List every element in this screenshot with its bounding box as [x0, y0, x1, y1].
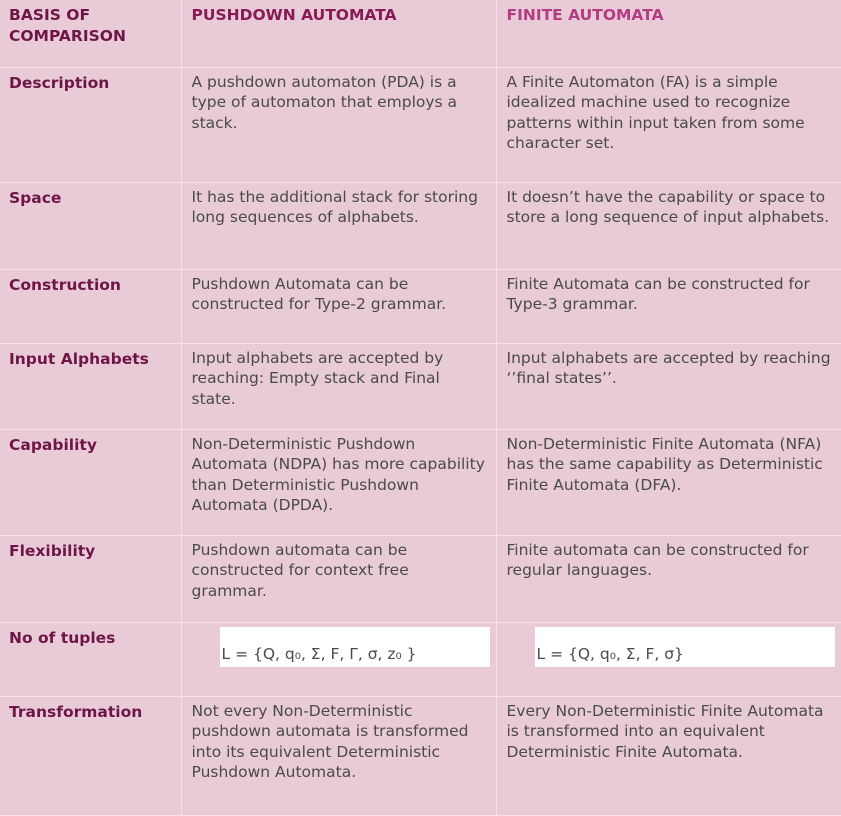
row-label-construction: Construction — [0, 269, 181, 343]
fa-tuple-formula-box — [535, 627, 835, 667]
pda-tuple-formula: L = {Q, q₀, Σ, F, Γ, σ, z₀ } — [221, 645, 417, 663]
table-row — [0, 182, 841, 269]
row-label-transformation: Transformation — [0, 696, 181, 815]
cell-pda-description: A pushdown automaton (PDA) is a type of automaton that employs a stack. — [181, 67, 496, 182]
cell-pda-flexibility: Pushdown automata can be constructed for context free grammar. — [181, 535, 496, 622]
cell-fa-input-alphabets: Input alphabets are accepted by reaching ‘’final states’’. — [496, 343, 841, 429]
cell-fa-construction: Finite Automata can be constructed for Type-3 grammar. — [496, 269, 841, 343]
header-basis: BASIS OF COMPARISON — [0, 0, 181, 67]
row-label-tuples: No of tuples — [0, 622, 181, 696]
row-label-capability: Capability — [0, 429, 181, 535]
pda-tuple-formula-box — [220, 627, 490, 667]
row-label-description: Description — [0, 67, 181, 182]
table-row — [0, 67, 841, 182]
cell-pda-tuples — [181, 622, 496, 696]
table-row — [0, 429, 841, 535]
cell-fa-description: A Finite Automaton (FA) is a simple idealized machine used to recognize patterns within input taken from some character set. — [496, 67, 841, 182]
table-row — [0, 343, 841, 429]
header-row — [0, 0, 841, 67]
row-label-space: Space — [0, 182, 181, 269]
cell-pda-transformation: Not every Non-Deterministic pushdown automata is transformed into its equivalent Deterministic Pushdown Automata. — [181, 696, 496, 815]
table-row — [0, 535, 841, 622]
cell-pda-input-alphabets: Input alphabets are accepted by reaching: Empty stack and Final state. — [181, 343, 496, 429]
fa-tuple-formula: L = {Q, q₀, Σ, F, σ} — [536, 645, 684, 663]
table-row — [0, 696, 841, 815]
cell-fa-capability: Non-Deterministic Finite Automata (NFA) has the same capability as Deterministic Finite Automata (DFA). — [496, 429, 841, 535]
cell-fa-space: It doesn’t have the capability or space to store a long sequence of input alphabets. — [496, 182, 841, 269]
cell-fa-tuples — [496, 622, 841, 696]
header-pushdown-automata: PUSHDOWN AUTOMATA — [181, 0, 496, 67]
table-row — [0, 622, 841, 696]
cell-fa-flexibility: Finite automata can be constructed for regular languages. — [496, 535, 841, 622]
row-label-input-alphabets: Input Alphabets — [0, 343, 181, 429]
cell-pda-capability: Non-Deterministic Pushdown Automata (NDPA) has more capability than Deterministic Pushdown Automata (DPDA). — [181, 429, 496, 535]
row-label-flexibility: Flexibility — [0, 535, 181, 622]
cell-fa-transformation: Every Non-Deterministic Finite Automata is transformed into an equivalent Deterministic Finite Automata. — [496, 696, 841, 815]
header-finite-automata: FINITE AUTOMATA — [496, 0, 841, 67]
cell-pda-construction: Pushdown Automata can be constructed for Type-2 grammar. — [181, 269, 496, 343]
cell-pda-space: It has the additional stack for storing long sequences of alphabets. — [181, 182, 496, 269]
table-row — [0, 269, 841, 343]
